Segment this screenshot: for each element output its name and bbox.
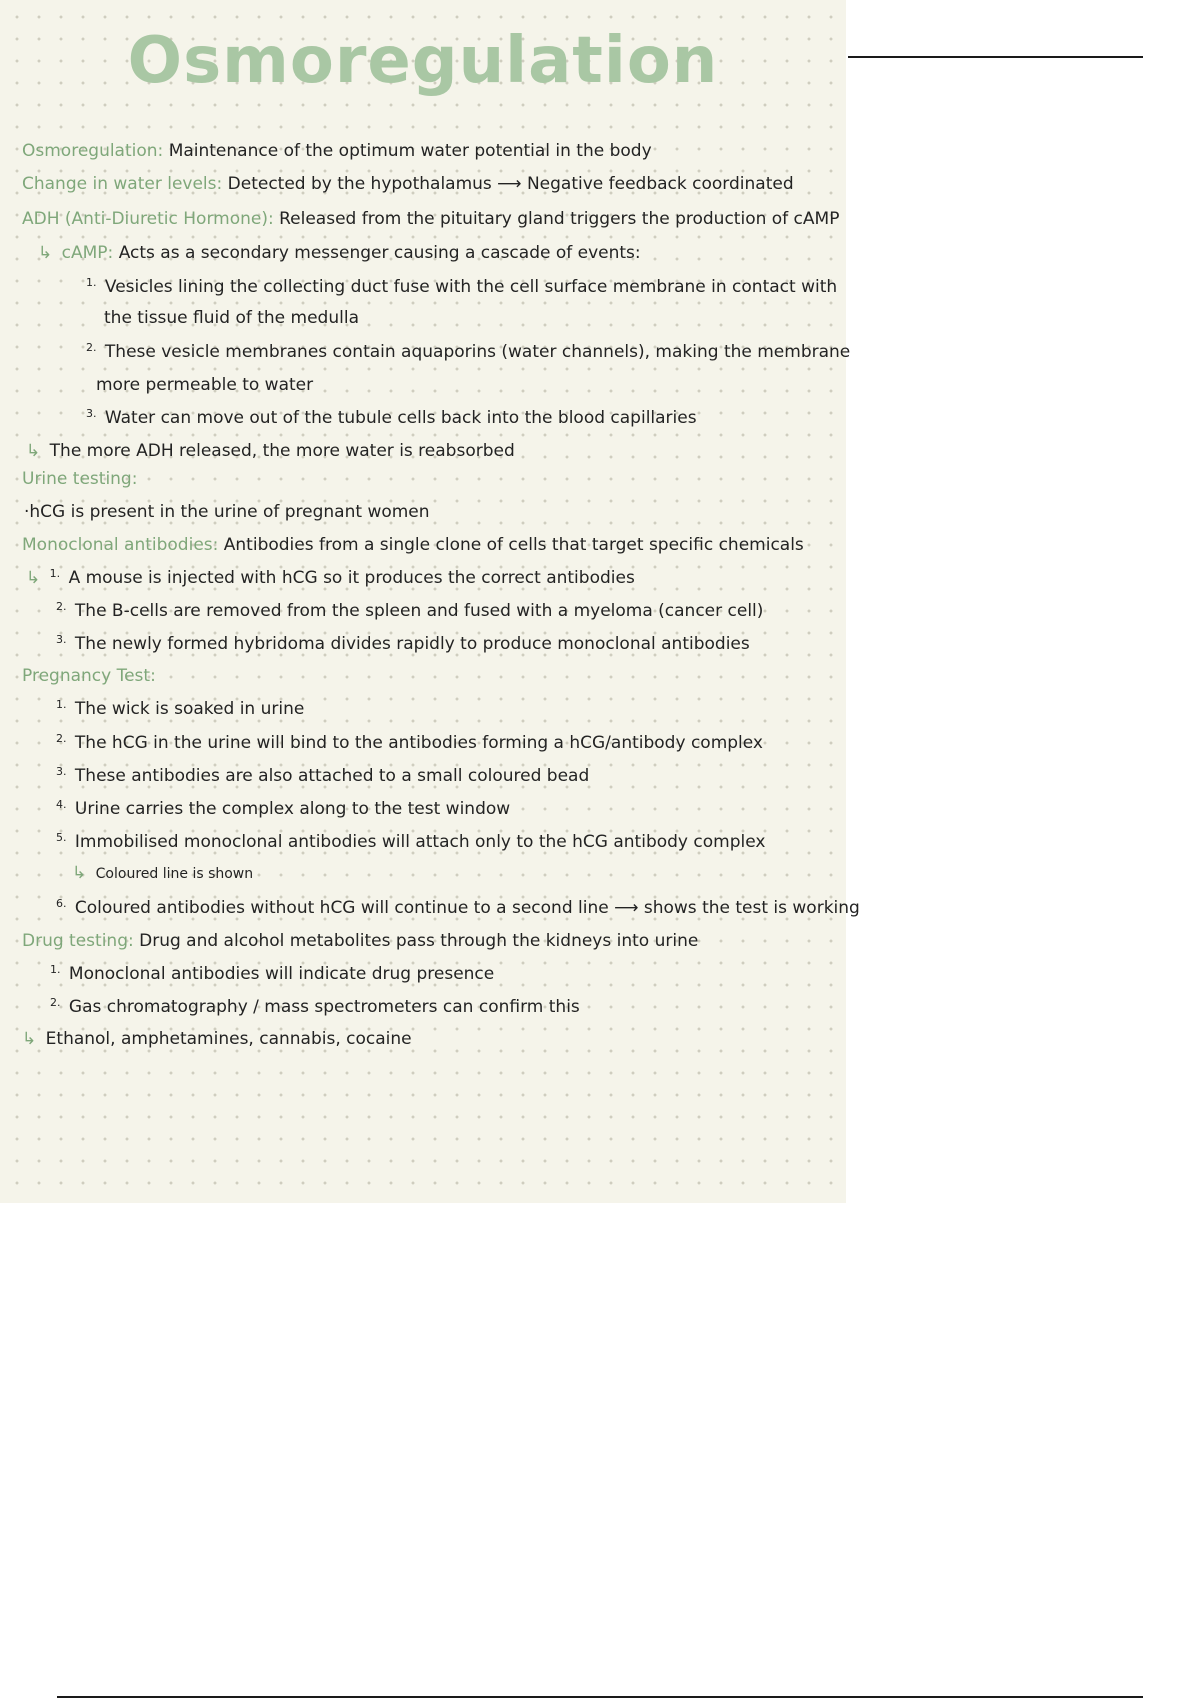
- section-heading: Pregnancy Test:: [22, 666, 156, 686]
- list-number: 2.: [56, 600, 67, 613]
- line-text: more permeable to water: [96, 375, 314, 395]
- line-text: Acts as a secondary messenger causing a cascade of events:: [118, 243, 641, 263]
- line-text: Maintenance of the optimum water potential in the body: [168, 141, 652, 161]
- note-line: [56, 765, 589, 789]
- list-number: 2.: [56, 732, 67, 745]
- list-number: 4.: [56, 798, 67, 811]
- note-line: [22, 930, 698, 952]
- note-line: [22, 665, 156, 687]
- line-text: The B-cells are removed from the spleen and fused with a myeloma (cancer cell): [74, 601, 764, 621]
- note-line: [38, 242, 641, 264]
- line-text: The more ADH released, the more water is reabsorbed: [49, 441, 515, 461]
- note-line: [22, 534, 804, 556]
- line-text: Water can move out of the tubule cells back into the blood capillaries: [104, 408, 697, 428]
- list-number: 3.: [86, 407, 97, 420]
- branch-arrow-icon: ↳: [38, 243, 53, 263]
- footer-rule: [57, 1696, 1143, 1698]
- note-line: [22, 173, 794, 195]
- line-text: Urine carries the complex along to the test window: [74, 799, 511, 819]
- line-text: A mouse is injected with hCG so it produces the correct antibodies: [68, 568, 635, 588]
- line-text: Released from the pituitary gland triggers the production of cAMP: [279, 209, 840, 229]
- branch-arrow-icon: ↳: [26, 441, 41, 461]
- note-line: [22, 208, 839, 230]
- line-text: Gas chromatography / mass spectrometers can confirm this: [68, 997, 580, 1017]
- list-number: 5.: [56, 831, 67, 844]
- line-text: These antibodies are also attached to a small coloured bead: [74, 766, 590, 786]
- list-number: 3.: [56, 765, 67, 778]
- line-text: Detected by the hypothalamus ⟶ Negative feedback coordinated: [227, 174, 794, 194]
- note-line: [56, 831, 765, 855]
- line-text: Ethanol, amphetamines, cannabis, cocaine: [45, 1029, 412, 1049]
- note-line: [26, 440, 515, 462]
- line-text: Drug and alcohol metabolites pass through the kidneys into urine: [139, 931, 699, 951]
- term-label: Monoclonal antibodies:: [22, 535, 219, 555]
- note-line: [96, 374, 313, 396]
- note-line: [56, 732, 763, 756]
- list-number: 3.: [56, 633, 67, 646]
- line-text: These vesicle membranes contain aquaporins (water channels), making the membrane: [104, 342, 851, 362]
- note-line: [56, 897, 860, 921]
- list-number: 6.: [56, 897, 67, 910]
- branch-arrow-icon: ↳: [26, 568, 41, 588]
- line-text: The wick is soaked in urine: [74, 699, 305, 719]
- section-heading: Urine testing:: [22, 469, 138, 489]
- line-text: Monoclonal antibodies will indicate drug presence: [68, 964, 495, 984]
- note-line: [50, 963, 494, 987]
- note-line: [86, 341, 850, 365]
- page-title: Osmoregulation: [127, 24, 719, 98]
- line-text: Immobilised monoclonal antibodies will attach only to the hCG antibody complex: [74, 832, 766, 852]
- note-line: [56, 600, 763, 624]
- line-text: Coloured line is shown: [95, 866, 254, 882]
- list-number: 1.: [56, 698, 67, 711]
- line-text: Coloured antibodies without hCG will continue to a second line ⟶ shows the test is working: [74, 898, 860, 918]
- note-line: [22, 1028, 412, 1050]
- note-line: [22, 468, 137, 490]
- line-text: The newly formed hybridoma divides rapidly to produce monoclonal antibodies: [74, 634, 750, 654]
- note-line: [26, 567, 635, 591]
- list-number: 1.: [50, 963, 61, 976]
- branch-arrow-icon: ↳: [72, 863, 87, 883]
- note-line: [50, 996, 580, 1020]
- term-label: Change in water levels:: [22, 174, 223, 194]
- term-label: Osmoregulation:: [22, 141, 164, 161]
- branch-arrow-icon: ↳: [22, 1029, 37, 1049]
- note-line: [56, 798, 510, 822]
- list-number: 1.: [86, 276, 97, 289]
- header-rule: [848, 56, 1143, 58]
- line-text: the tissue fluid of the medulla: [104, 308, 359, 328]
- note-line: [24, 501, 430, 523]
- list-number: 2.: [86, 341, 97, 354]
- note-line: [56, 633, 750, 657]
- term-label: Drug testing:: [22, 931, 134, 951]
- line-text: Antibodies from a single clone of cells that target specific chemicals: [223, 535, 804, 555]
- line-text: Vesicles lining the collecting duct fuse with the cell surface membrane in contact with: [104, 277, 838, 297]
- note-line: [86, 276, 837, 300]
- note-line: [22, 140, 652, 162]
- note-line: [86, 407, 697, 431]
- line-text: The hCG in the urine will bind to the antibodies forming a hCG/antibody complex: [74, 733, 763, 753]
- list-number: 2.: [50, 996, 61, 1009]
- line-text: ·hCG is present in the urine of pregnant women: [24, 502, 430, 522]
- note-line: [72, 862, 253, 885]
- note-line: [104, 307, 359, 329]
- list-number: 1.: [49, 567, 61, 580]
- note-line: [56, 698, 304, 722]
- term-label: cAMP:: [61, 243, 114, 263]
- term-label: ADH (Anti-Diuretic Hormone):: [22, 209, 274, 229]
